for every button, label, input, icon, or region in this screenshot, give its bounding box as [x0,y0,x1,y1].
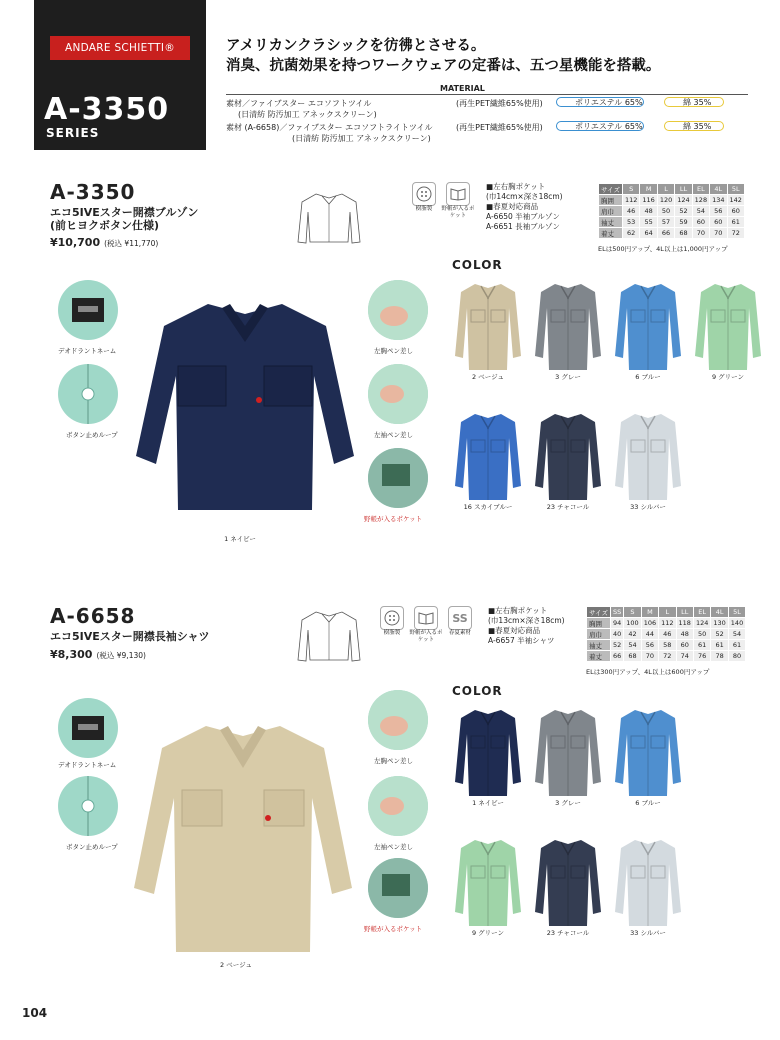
main-garment-image [128,718,358,958]
swatch-label: 9 グリーン [711,373,745,381]
garment-swatch-image [528,410,608,502]
product-price: ¥8,300 (税込 ¥9,130) [50,648,146,661]
color-swatches [448,706,748,976]
garment-swatch-image [448,706,528,798]
color-swatches [448,280,748,520]
callout-label: ボタン止めループ [66,843,118,851]
callout-label: 左胸ペン差し [374,757,413,765]
garment-swatch-image [608,836,688,928]
callout-label: 野帳が入るポケット [364,515,423,523]
callout-label: 左袖ペン差し [374,431,413,439]
product-name: エコ5IVEスター開襟ブルゾン (前ヒヨクボタン仕様) [50,206,199,232]
series-label: SERIES [46,126,100,140]
swatch-label: 6 ブルー [635,799,661,807]
color-heading: COLOR [452,684,503,698]
swatch-label: 2 ベージュ [472,373,504,381]
swatch-label: 9 グリーン [471,929,505,937]
color-swatch [608,706,688,807]
main-color-label: 2 ベージュ [220,961,252,969]
color-swatch [528,836,608,937]
garment-swatch-image [608,410,688,502]
callout-deodorant-name [58,698,118,758]
color-swatch [528,280,608,381]
color-swatch [528,410,608,511]
callout-chest-pen [368,690,428,750]
callout-button-loop [58,776,118,836]
series-number: A-3350 [44,92,170,127]
garment-swatch-image [528,280,608,372]
swatch-label: 23 チャコール [546,503,590,511]
swatch-label: 33 シルバー [630,503,666,511]
garment-swatch-image [528,836,608,928]
button-icon [412,182,436,206]
material-label: MATERIAL [440,84,485,93]
callout-label: ボタン止めループ [66,431,118,439]
color-heading: COLOR [452,258,503,272]
callout-label: 左胸ペン差し [374,347,413,355]
size-table: サイズ SS S M L LL EL 4L 5L 胸囲 94 100 106 112 118 124 130 140 肩巾 40 42 44 46 48 50 52 54 袖丈 52 54 56 58 60 61 61 61 着丈 66 68 70 72 74 76 78 80 [586,606,746,662]
callout-button-loop [58,364,118,424]
callout-chest-pen [368,280,428,340]
swatch-label: 1 ネイビー [472,799,504,807]
material-1: 素材／ファイブスター エコソフトツイル (日清紡 防汚加工 アネックスクリーン) [226,99,377,119]
color-swatch [448,410,528,511]
color-swatch [608,280,688,381]
swatch-label: 33 シルバー [630,929,666,937]
material-2-poly: ポリエステル 65% [556,121,644,131]
material-1-cotton: 綿 35% [664,97,724,107]
tagline-1: アメリカンクラシックを彷彿とさせる。 [226,38,486,54]
swatch-label: 3 グレー [555,373,581,381]
callout-sleeve-pen [368,776,428,836]
material-1-poly: ポリエステル 65% [556,97,644,107]
page-number: 104 [22,1006,48,1020]
brand-logo: ANDARE SCHIETTI® [50,36,190,60]
callout-label: 左袖ペン差し [374,843,413,851]
callout-label: デオドラントネーム [58,347,117,355]
feature-icon-1: 樹脂製 [412,182,441,213]
swatch-label: 6 ブルー [635,373,661,381]
color-swatch [448,280,528,381]
product-code: A-6658 [50,604,136,628]
main-color-label: 1 ネイビー [224,535,256,543]
garment-swatch-image [448,410,528,502]
tagline-2: 消臭、抗菌効果を持つワークウェアの定番は、五つ星機能を搭載。 [226,58,661,74]
feature-icon-1: 樹脂製 [380,606,409,637]
main-garment-image [130,296,360,536]
size-note: ELは500円アップ、4L以上は1,000円アップ [598,245,728,253]
garment-swatch-image [688,280,768,372]
material-2-cotton: 綿 35% [664,121,724,131]
callout-notebook-pocket [368,448,428,508]
callout-sleeve-pen [368,364,428,424]
swatch-label: 3 グレー [555,799,581,807]
callout-notebook-pocket [368,858,428,918]
swatch-label: 16 スカイブルー [463,503,513,511]
book-icon [446,182,470,206]
callout-deodorant-name [58,280,118,340]
garment-swatch-image [448,280,528,372]
garment-swatch-image [608,280,688,372]
garment-sketch [294,188,364,248]
color-swatch [448,706,528,807]
feature-icon-2: 野帳が入るポケット [414,606,443,644]
garment-swatch-image [608,706,688,798]
callout-label: 野帳が入るポケット [364,925,423,933]
spec-list: ■左右胸ポケット (巾13cm×深さ18cm) ■春夏対応商品 A-6657 半袖シャツ [488,606,565,645]
product-name: エコ5IVEスター開襟長袖シャツ [50,630,210,643]
color-swatch [528,706,608,807]
material-2-pet: (再生PET繊維65%使用) [456,123,543,132]
feature-icon-3: SS 春夏素材 [448,606,477,637]
garment-swatch-image [528,706,608,798]
spec-list: ■左右胸ポケット (巾14cm×深さ18cm) ■春夏対応商品 A-6650 半袖ブルゾン A-6651 長袖ブルゾン [486,182,563,231]
callout-label: デオドラントネーム [58,761,117,769]
color-swatch [608,836,688,937]
material-2: 素材 (A-6658)／ファイブスター エコソフトライトツイル (日清紡 防汚加工 アネックスクリーン) [226,123,433,143]
product-code: A-3350 [50,180,136,204]
color-swatch [688,280,768,381]
ss-icon: SS [448,606,472,630]
material-divider [226,94,748,95]
size-note: ELは300円アップ、4L以上は600円アップ [586,668,710,676]
product-price: ¥10,700 (税込 ¥11,770) [50,236,159,249]
garment-sketch [294,606,364,666]
feature-icon-2: 野帳が入るポケット [446,182,475,220]
color-swatch [608,410,688,511]
garment-swatch-image [448,836,528,928]
color-swatch [448,836,528,937]
book-icon [414,606,438,630]
swatch-label: 23 チャコール [546,929,590,937]
button-icon [380,606,404,630]
material-1-pet: (再生PET繊維65%使用) [456,99,543,108]
size-table: サイズ S M L LL EL 4L 5L 胸囲 112 116 120 124 128 134 142 肩巾 46 48 50 52 54 56 60 袖丈 53 55 57 59 60 60 61 着丈 62 64 66 68 70 70 72 [598,183,745,239]
